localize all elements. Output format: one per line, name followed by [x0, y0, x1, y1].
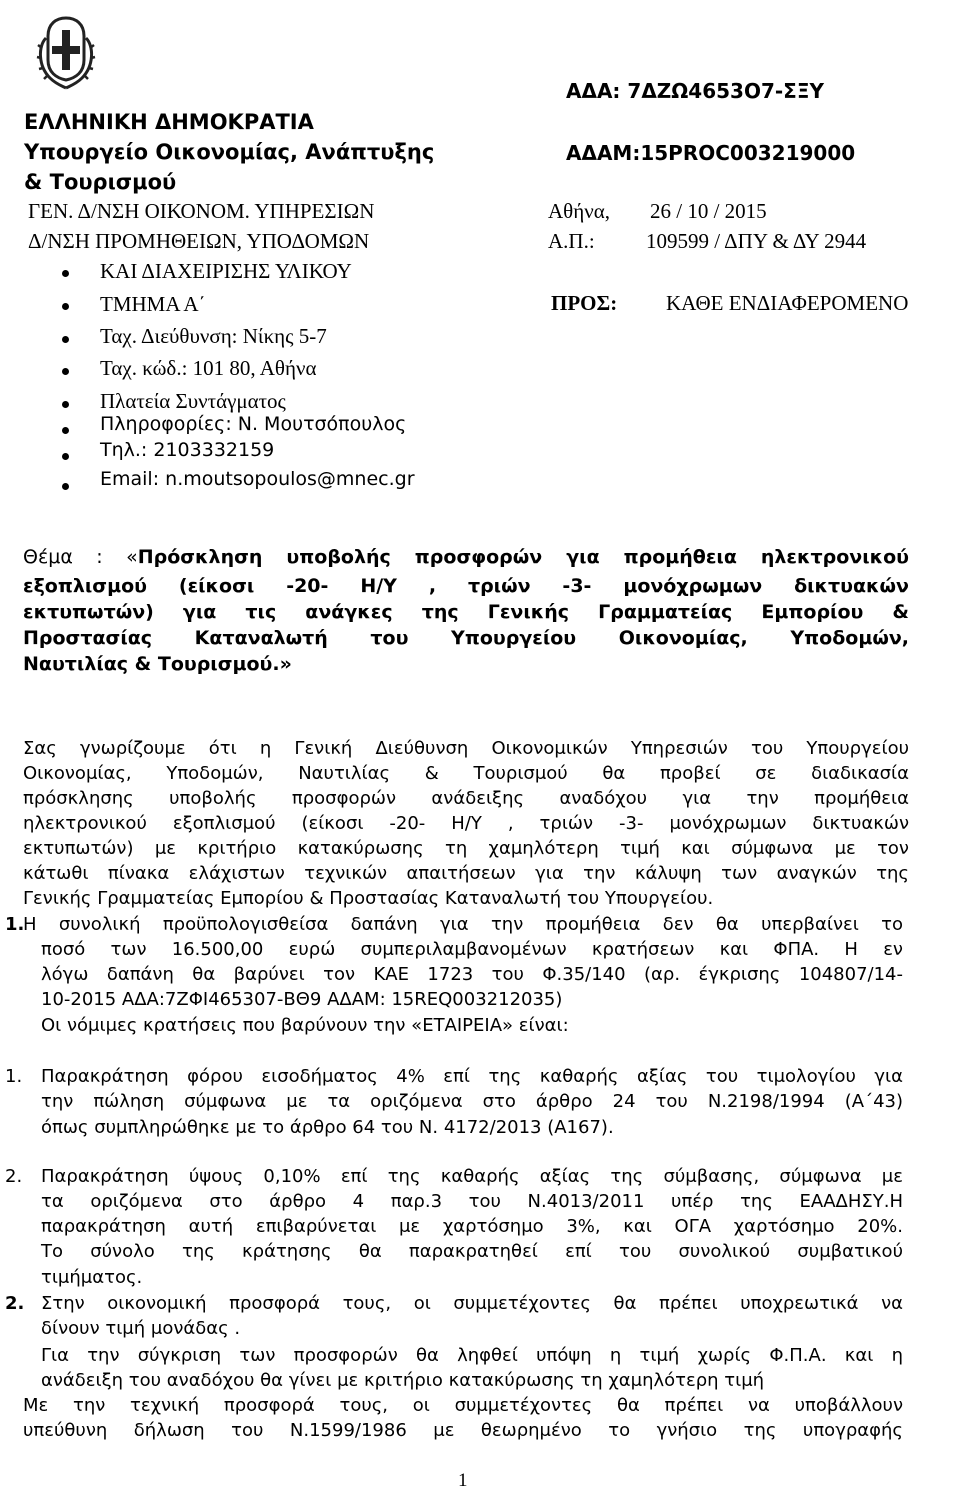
bullet-dot: [62, 483, 69, 490]
bullet-dot: [62, 368, 69, 375]
dept-line-2: Δ/ΝΣΗ ΠΡΟΜΗΘΕΙΩΝ, ΥΠΟΔΟΜΩΝ: [28, 229, 370, 253]
body-line: εκτυπωτών) με κριτήριο κατακύρωσης τη χαμηλότερη τιμή και σύμφωνα με τον: [23, 838, 909, 859]
item-number: 1.: [5, 914, 25, 935]
subject-line-last: Ναυτιλίας & Τουρισμού.»: [23, 653, 292, 675]
greek-emblem: [36, 14, 96, 92]
body-line-last: Γενικής Γραμματείας Εμπορίου & Προστασίας Καταναλωτή του Υπουργείου.: [23, 888, 714, 909]
subject-line: εξοπλισμού (είκοσι -20- Η/Υ , τριών -3- μονόχρωμων δικτυακών: [23, 575, 909, 597]
item-line: Η συνολική προϋπολογισθείσα δαπάνη για την προμήθεια δεν θα υπερβαίνει το: [23, 914, 903, 935]
item-line: την πώληση σύμφωνα με τα οριζόμενα στο άρθρο 24 του Ν.2198/1994 (Α΄43): [41, 1091, 903, 1112]
ada-code: ΑΔΑ: 7ΔΖΩ4653Ο7-ΣΞΥ: [566, 79, 824, 103]
item-line: ποσό των 16.500,00 ευρώ συμπεριλαμβανομένων κρατήσεων και ΦΠΑ. Η εν: [41, 939, 903, 960]
bullet-dot: [62, 303, 69, 310]
item-line: τιμήματος.: [41, 1267, 143, 1288]
subject-prefix: Θέμα : «: [23, 546, 138, 568]
item-line: δίνουν τιμή μονάδας .: [41, 1318, 241, 1339]
page-number: 1: [458, 1470, 468, 1491]
body-line: Με την τεχνική προσφορά τους, οι συμμετέχοντες θα πρέπει να υποβάλλουν: [23, 1395, 903, 1416]
body-line: πρόσκλησης υποβολής προσφορών ανάδειξης αναδόχου για την προμήθεια: [23, 788, 909, 809]
body-line: Οικονομίας, Υποδομών, Ναυτιλίας & Τουρισμού θα προβεί σε διαδικασία: [23, 763, 909, 784]
dept-line-1: ΓΕΝ. Δ/ΝΣΗ ΟΙΚΟΝΟΜ. ΥΠΗΡΕΣΙΩΝ: [28, 199, 375, 223]
address-item: Πληροφορίες: Ν. Μουτσόπουλος: [100, 413, 407, 435]
body-line: κάτωθι πίνακα ελάχιστων τεχνικών απαιτήσεων για την κάλυψη των αναγκών της: [23, 863, 909, 884]
bullet-dot: [62, 453, 69, 460]
item-line: ανάδειξη του αναδόχου θα γίνει με κριτήριο κατακύρωσης τη χαμηλότερη τιμή: [41, 1370, 765, 1391]
org-name: ΕΛΛΗΝΙΚΗ ΔΗΜΟΚΡΑΤΙΑ: [24, 110, 314, 134]
bullet-dot: [62, 336, 69, 343]
address-item: Ταχ. Διεύθυνση: Νίκης 5-7: [100, 324, 327, 348]
item-number: 2.: [5, 1293, 25, 1314]
item-line: Παρακράτηση ύψους 0,10% επί της καθαρής αξίας της σύμβασης, σύμφωνα με: [41, 1166, 903, 1187]
adam-code-text: ΑΔΑΜ:15PROC003219000: [566, 141, 856, 165]
item-line: λόγω δαπάνη θα βαρύνει τον ΚΑΕ 1723 του Φ.35/140 (αρ. έγκρισης 104807/14-: [41, 964, 903, 985]
date-label: Αθήνα,: [548, 199, 610, 223]
bullet-dot: [62, 401, 69, 408]
adam-code: [566, 141, 855, 165]
recipient-value: ΚΑΘΕ ΕΝΔΙΑΦΕΡΟΜΕΝΟ: [666, 291, 909, 315]
bullet-dot: [62, 270, 69, 277]
item-line: όπως συμπληρώθηκε με το άρθρο 64 του Ν. 4172/2013 (Α167).: [41, 1117, 614, 1138]
address-item: Τηλ.: 2103332159: [100, 439, 275, 461]
recipient-label: ΠΡΟΣ:: [551, 291, 618, 315]
protocol-label: Α.Π.:: [548, 229, 595, 253]
address-item: Ταχ. κώδ.: 101 80, Αθήνα: [100, 356, 317, 380]
item-line: παρακράτηση αυτή επιβαρύνεται με χαρτόσημο 3%, και ΟΓΑ χαρτόσημο 20%.: [41, 1216, 903, 1237]
item-number: 2.: [5, 1166, 23, 1187]
subject-line: εκτυπωτών) για τις ανάγκες της Γενικής Γραμματείας Εμπορίου &: [23, 601, 909, 623]
item-line: τα οριζόμενα στο άρθρο 4 παρ.3 του Ν.4013/2011 υπέρ της ΕΑΑΔΗΣΥ.Η: [41, 1191, 903, 1212]
ministry-name-cont: & Τουρισμού: [24, 170, 177, 194]
item-line: Στην οικονομική προσφορά τους, οι συμμετέχοντες θα πρέπει υποχρεωτικά να: [41, 1293, 903, 1314]
address-item: ΤΜΗΜΑ Α΄: [100, 292, 206, 316]
ministry-name: Υπουργείο Οικονομίας, Ανάπτυξης: [24, 140, 435, 164]
item-line: Παρακράτηση φόρου εισοδήματος 4% επί της καθαρής αξίας του τιμολογίου για: [41, 1066, 903, 1087]
subject-line: Προστασίας Καταναλωτή του Υπουργείου Οικονομίας, Υποδομών,: [23, 627, 909, 649]
item-number: 1.: [5, 1066, 23, 1087]
address-item: ΚΑΙ ΔΙΑΧΕΙΡΙΣΗΣ ΥΛΙΚΟΥ: [100, 259, 352, 283]
body-line: υπεύθυνη δήλωση του Ν.1599/1986 με θεωρημένο το γνήσιο της υπογραφής: [23, 1420, 903, 1441]
body-line: ηλεκτρονικού εξοπλισμού (είκοσι -20- Η/Υ , τριών -3- μονόχρωμων δικτυακών: [23, 813, 909, 834]
email-address: Email: n.moutsopoulos@mnec.gr: [100, 468, 415, 490]
body-line: Σας γνωρίζουμε ότι η Γενική Διεύθυνση Οικονομικών Υπηρεσιών του Υπουργείου: [23, 738, 909, 759]
bullet-dot: [62, 427, 69, 434]
item-line: Για την σύγκριση των προσφορών θα ληφθεί υπόψη η τιμή χωρίς Φ.Π.Α. και η: [41, 1345, 903, 1366]
item-line: Οι νόμιμες κρατήσεις που βαρύνουν την «ΕΤΑΙΡΕΙΑ» είναι:: [41, 1015, 569, 1036]
address-item: Πλατεία Συντάγματος: [100, 389, 286, 413]
item-line: Το σύνολο της κράτησης θα παρακρατηθεί επί του συνολικού συμβατικού: [41, 1241, 903, 1262]
subject-text: Πρόσκληση υποβολής προσφορών για προμήθεια ηλεκτρονικού: [137, 546, 910, 568]
subject-line-1: [23, 546, 909, 568]
protocol-number: 109599 / ΔΠΥ & ΔΥ 2944: [646, 229, 867, 253]
item-line: 10-2015 ΑΔΑ:7ΖΦΙ465307-ΒΘ9 ΑΔΑΜ: 15REQ003212035): [41, 989, 563, 1010]
date-value: 26 / 10 / 2015: [650, 199, 767, 223]
